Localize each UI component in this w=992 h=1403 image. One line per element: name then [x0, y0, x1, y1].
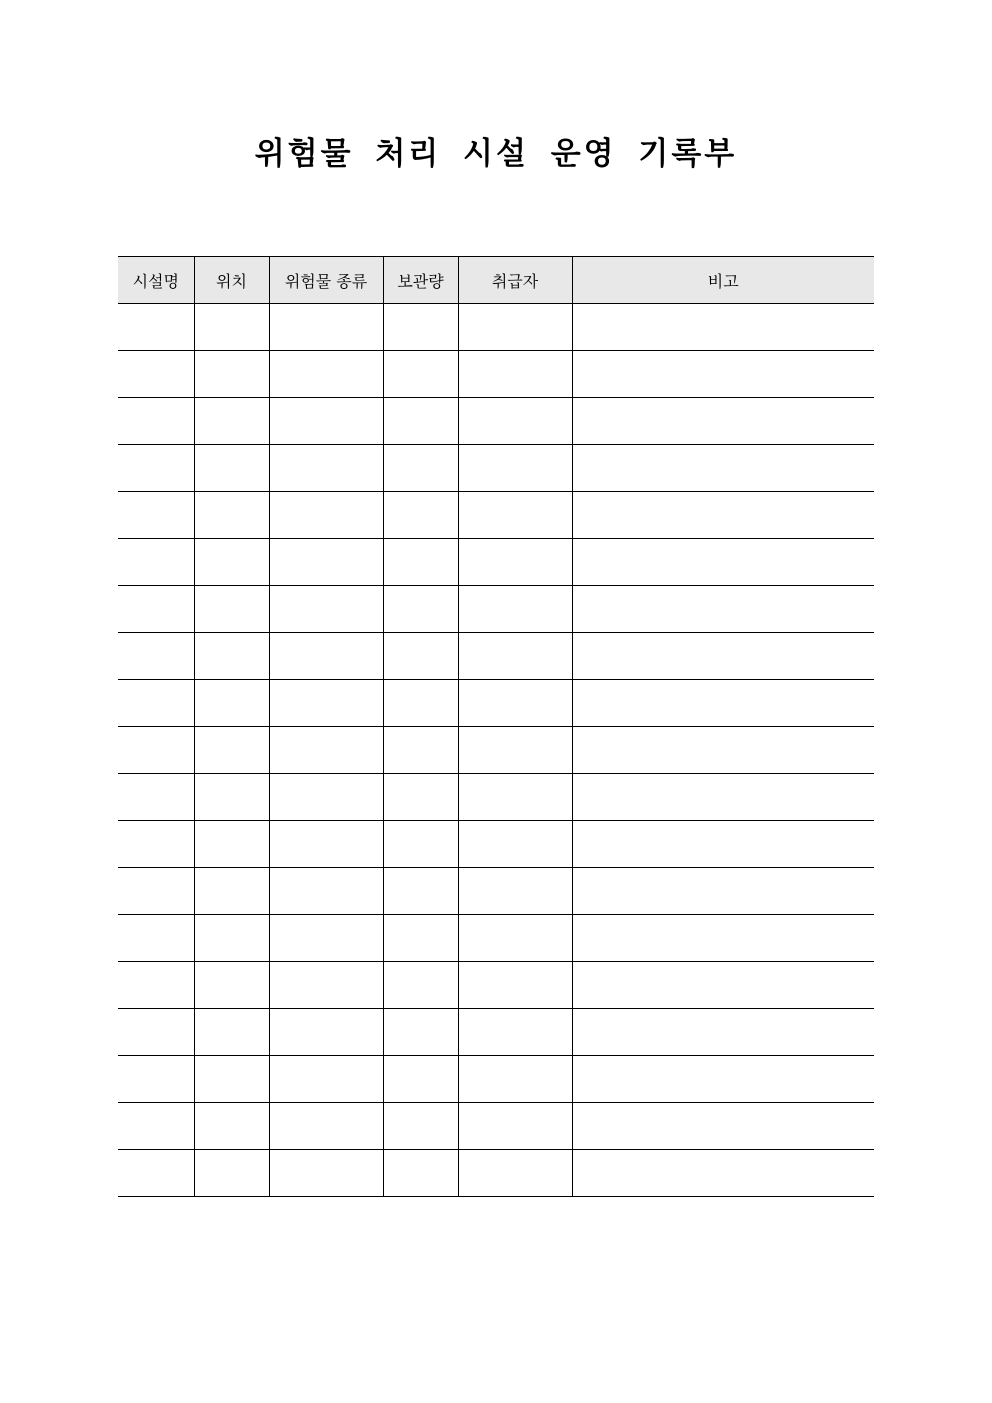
facility-name-cell[interactable] [118, 633, 194, 680]
table-row [118, 774, 874, 821]
remarks-cell[interactable] [572, 445, 874, 492]
location-cell[interactable] [194, 727, 269, 774]
page-title: 위험물 처리 시설 운영 기록부 [254, 136, 738, 172]
table-row [118, 633, 874, 680]
storage-amount-cell[interactable] [383, 680, 458, 727]
facility-name-cell[interactable] [118, 586, 194, 633]
hazard-type-cell[interactable] [269, 821, 383, 868]
handler-cell[interactable] [458, 445, 572, 492]
storage-amount-cell[interactable] [383, 774, 458, 821]
table-row [118, 727, 874, 774]
remarks-cell[interactable] [572, 398, 874, 445]
remarks-cell[interactable] [572, 868, 874, 915]
storage-amount-cell[interactable] [383, 1009, 458, 1056]
table-row [118, 680, 874, 727]
facility-name-cell[interactable] [118, 821, 194, 868]
facility-log-table [118, 256, 874, 1197]
facility-name-cell[interactable] [118, 304, 194, 351]
location-cell[interactable] [194, 868, 269, 915]
remarks-cell[interactable] [572, 633, 874, 680]
location-cell[interactable] [194, 1009, 269, 1056]
storage-amount-cell[interactable] [383, 1150, 458, 1197]
storage-amount-cell[interactable] [383, 492, 458, 539]
handler-cell[interactable] [458, 821, 572, 868]
handler-cell[interactable] [458, 304, 572, 351]
facility-name-cell[interactable] [118, 868, 194, 915]
column-header-location: 위치 [194, 257, 269, 304]
facility-name-cell[interactable] [118, 915, 194, 962]
location-cell[interactable] [194, 586, 269, 633]
table-row [118, 962, 874, 1009]
remarks-cell[interactable] [572, 1056, 874, 1103]
handler-cell[interactable] [458, 680, 572, 727]
hazard-type-cell[interactable] [269, 586, 383, 633]
hazard-type-cell[interactable] [269, 1056, 383, 1103]
location-cell[interactable] [194, 398, 269, 445]
facility-name-cell[interactable] [118, 1009, 194, 1056]
location-cell[interactable] [194, 915, 269, 962]
table-row [118, 539, 874, 586]
hazard-type-cell[interactable] [269, 915, 383, 962]
facility-name-cell[interactable] [118, 492, 194, 539]
remarks-cell[interactable] [572, 821, 874, 868]
storage-amount-cell[interactable] [383, 1103, 458, 1150]
remarks-cell[interactable] [572, 492, 874, 539]
table-row [118, 351, 874, 398]
location-cell[interactable] [194, 680, 269, 727]
hazard-type-cell[interactable] [269, 774, 383, 821]
remarks-cell[interactable] [572, 962, 874, 1009]
hazard-type-cell[interactable] [269, 1103, 383, 1150]
table-row [118, 1009, 874, 1056]
hazard-type-cell[interactable] [269, 445, 383, 492]
location-cell[interactable] [194, 821, 269, 868]
table-row [118, 821, 874, 868]
storage-amount-cell[interactable] [383, 727, 458, 774]
handler-cell[interactable] [458, 774, 572, 821]
storage-amount-cell[interactable] [383, 915, 458, 962]
storage-amount-cell[interactable] [383, 445, 458, 492]
location-cell[interactable] [194, 1056, 269, 1103]
location-cell[interactable] [194, 304, 269, 351]
column-header-hazard-type: 위험물 종류 [269, 257, 383, 304]
location-cell[interactable] [194, 1150, 269, 1197]
table-row [118, 304, 874, 351]
remarks-cell[interactable] [572, 1009, 874, 1056]
remarks-cell[interactable] [572, 351, 874, 398]
storage-amount-cell[interactable] [383, 539, 458, 586]
remarks-cell[interactable] [572, 539, 874, 586]
handler-cell[interactable] [458, 1009, 572, 1056]
header-row [118, 257, 874, 304]
handler-cell[interactable] [458, 633, 572, 680]
storage-amount-cell[interactable] [383, 586, 458, 633]
remarks-cell[interactable] [572, 915, 874, 962]
location-cell[interactable] [194, 445, 269, 492]
location-cell[interactable] [194, 633, 269, 680]
facility-name-cell[interactable] [118, 1103, 194, 1150]
handler-cell[interactable] [458, 1103, 572, 1150]
column-header-storage-amount: 보관량 [383, 257, 458, 304]
table-row [118, 586, 874, 633]
hazard-type-cell[interactable] [269, 680, 383, 727]
hazard-type-cell[interactable] [269, 351, 383, 398]
table-row [118, 915, 874, 962]
table-body [118, 304, 874, 1197]
location-cell[interactable] [194, 774, 269, 821]
column-header-remarks: 비고 [572, 257, 874, 304]
storage-amount-cell[interactable] [383, 304, 458, 351]
facility-name-cell[interactable] [118, 445, 194, 492]
remarks-cell[interactable] [572, 304, 874, 351]
hazard-type-cell[interactable] [269, 633, 383, 680]
handler-cell[interactable] [458, 586, 572, 633]
table-header [118, 257, 874, 304]
location-cell[interactable] [194, 351, 269, 398]
storage-amount-cell[interactable] [383, 351, 458, 398]
table-row [118, 868, 874, 915]
storage-amount-cell[interactable] [383, 398, 458, 445]
table-row [118, 1103, 874, 1150]
facility-name-cell[interactable] [118, 351, 194, 398]
hazard-type-cell[interactable] [269, 1009, 383, 1056]
facility-name-cell[interactable] [118, 1150, 194, 1197]
handler-cell[interactable] [458, 962, 572, 1009]
handler-cell[interactable] [458, 492, 572, 539]
hazard-type-cell[interactable] [269, 492, 383, 539]
storage-amount-cell[interactable] [383, 962, 458, 1009]
remarks-cell[interactable] [572, 727, 874, 774]
facility-name-cell[interactable] [118, 1056, 194, 1103]
facility-name-cell[interactable] [118, 774, 194, 821]
remarks-cell[interactable] [572, 586, 874, 633]
hazard-type-cell[interactable] [269, 1150, 383, 1197]
remarks-cell[interactable] [572, 1103, 874, 1150]
table-row [118, 1056, 874, 1103]
location-cell[interactable] [194, 539, 269, 586]
handler-cell[interactable] [458, 1056, 572, 1103]
facility-name-cell[interactable] [118, 962, 194, 1009]
handler-cell[interactable] [458, 727, 572, 774]
hazard-type-cell[interactable] [269, 727, 383, 774]
location-cell[interactable] [194, 1103, 269, 1150]
storage-amount-cell[interactable] [383, 1056, 458, 1103]
table-row [118, 492, 874, 539]
handler-cell[interactable] [458, 351, 572, 398]
facility-name-cell[interactable] [118, 727, 194, 774]
handler-cell[interactable] [458, 1150, 572, 1197]
handler-cell[interactable] [458, 398, 572, 445]
handler-cell[interactable] [458, 915, 572, 962]
remarks-cell[interactable] [572, 774, 874, 821]
facility-name-cell[interactable] [118, 539, 194, 586]
remarks-cell[interactable] [572, 1150, 874, 1197]
storage-amount-cell[interactable] [383, 633, 458, 680]
table-row [118, 1150, 874, 1197]
handler-cell[interactable] [458, 868, 572, 915]
column-header-handler: 취급자 [458, 257, 572, 304]
facility-name-cell[interactable] [118, 398, 194, 445]
table-row [118, 398, 874, 445]
hazard-type-cell[interactable] [269, 398, 383, 445]
hazard-type-cell[interactable] [269, 962, 383, 1009]
storage-amount-cell[interactable] [383, 821, 458, 868]
remarks-cell[interactable] [572, 680, 874, 727]
storage-amount-cell[interactable] [383, 868, 458, 915]
location-cell[interactable] [194, 492, 269, 539]
hazard-type-cell[interactable] [269, 868, 383, 915]
hazard-type-cell[interactable] [269, 539, 383, 586]
column-header-facility-name: 시설명 [118, 257, 194, 304]
handler-cell[interactable] [458, 539, 572, 586]
hazard-type-cell[interactable] [269, 304, 383, 351]
table-row [118, 445, 874, 492]
location-cell[interactable] [194, 962, 269, 1009]
facility-name-cell[interactable] [118, 680, 194, 727]
